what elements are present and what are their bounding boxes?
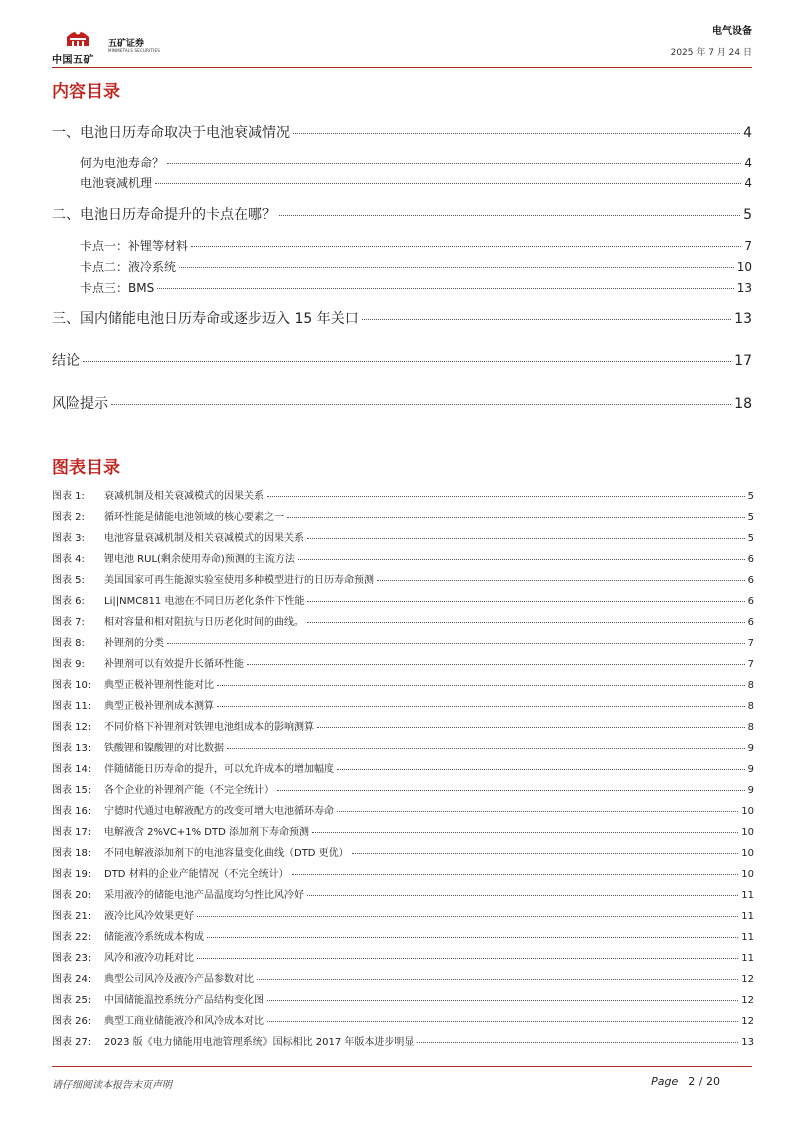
- report-date: 2025 年 7 月 24 日: [670, 48, 752, 58]
- toc-entry-label: 二、电池日历寿命提升的卡点在哪？: [52, 207, 276, 223]
- figure-entry-number: 图表 2:: [52, 512, 85, 523]
- leader-dots: [191, 246, 741, 247]
- figure-entry-page: 5: [747, 512, 754, 523]
- leader-dots: [307, 601, 744, 602]
- figure-entry-page: 6: [747, 554, 754, 565]
- toc-entry-page: 13: [734, 311, 752, 327]
- toc-entry-label: 风险提示: [52, 396, 108, 412]
- leader-dots: [337, 811, 738, 812]
- toc-entry-page: 4: [744, 176, 752, 190]
- figure-entry[interactable]: [52, 613, 754, 628]
- leader-dots: [157, 288, 734, 289]
- toc-entry-page: 4: [744, 156, 752, 170]
- figure-entry[interactable]: [52, 865, 754, 880]
- figure-entry-page: 7: [747, 638, 754, 649]
- figure-entry-page: 8: [747, 680, 754, 691]
- toc-entry-label: 卡点二：液冷系统: [80, 260, 177, 274]
- toc-entry[interactable]: [52, 279, 752, 296]
- leader-dots: [307, 538, 745, 539]
- figure-entry-label: 不同价格下补锂剂对铁锂电池组成本的影响测算: [104, 722, 314, 733]
- figure-entry-number: 图表 3:: [52, 533, 85, 544]
- figure-entry-number: 图表 11:: [52, 701, 92, 712]
- figure-entry[interactable]: [52, 844, 754, 859]
- leader-dots: [337, 769, 745, 770]
- figure-entry-label: 典型公司风冷及液冷产品参数对比: [104, 974, 254, 985]
- leader-dots: [227, 748, 745, 749]
- leader-dots: [267, 496, 745, 497]
- figure-entry-number: 图表 24:: [52, 974, 92, 985]
- figure-entry-number: 图表 9:: [52, 659, 85, 670]
- figure-entry[interactable]: [52, 781, 754, 796]
- figure-entry-number: 图表 5:: [52, 575, 85, 586]
- toc-entry-page: 4: [743, 125, 752, 141]
- figure-entry[interactable]: [52, 655, 754, 670]
- toc-entry[interactable]: [52, 308, 752, 328]
- figure-entry[interactable]: [52, 592, 754, 607]
- leader-dots: [197, 958, 738, 959]
- toc-entry[interactable]: [52, 258, 752, 275]
- figure-entry[interactable]: [52, 991, 754, 1006]
- figure-entry-page: 6: [747, 575, 754, 586]
- footer-disclaimer: 请仔细阅读本报告末页声明: [52, 1080, 172, 1091]
- figure-entry-label: 储能液冷系统成本构成: [104, 932, 204, 943]
- figure-entry-label: 铁酸锂和镍酸锂的对比数据: [104, 743, 224, 754]
- logo-en-text: MINMETALS SECURITIES: [108, 48, 160, 53]
- figure-entry[interactable]: [52, 508, 754, 523]
- figure-entry-page: 10: [741, 869, 754, 880]
- figure-entry-page: 10: [741, 806, 754, 817]
- figure-entry-number: 图表 15:: [52, 785, 92, 796]
- figure-entry[interactable]: [52, 907, 754, 922]
- figure-entry-label: 美国国家可再生能源实验室使用多种模型进行的日历寿命预测: [104, 575, 374, 586]
- figure-entry-number: 图表 22:: [52, 932, 92, 943]
- figure-entry-label: 电解液含 2%VC+1% DTD 添加剂下寿命预测: [104, 827, 309, 838]
- figure-entry-label: 循环性能是储能电池领域的核心要素之一: [104, 512, 284, 523]
- figure-entry[interactable]: [52, 487, 754, 502]
- leader-dots: [362, 319, 731, 320]
- leader-dots: [312, 832, 738, 833]
- figure-entry[interactable]: [52, 760, 754, 775]
- minmetals-logo-icon: [64, 24, 92, 48]
- figure-entry-number: 图表 20:: [52, 890, 92, 901]
- figure-entry-label: 伴随储能日历寿命的提升，可以允许成本的增加幅度: [104, 764, 334, 775]
- figure-entry-label: DTD 材料的企业产能情况（不完全统计）: [104, 869, 289, 880]
- figure-entry-page: 9: [747, 743, 754, 754]
- figure-entry-number: 图表 7:: [52, 617, 85, 628]
- toc-entry-page: 17: [734, 353, 752, 369]
- figure-entry-page: 10: [741, 848, 754, 859]
- figure-entry-label: 典型正极补锂剂性能对比: [104, 680, 214, 691]
- page-header: [52, 20, 752, 70]
- figure-entry-page: 13: [741, 1037, 754, 1048]
- leader-dots: [317, 727, 745, 728]
- figure-entry-label: 电池容量衰减机制及相关衰减模式的因果关系: [104, 533, 304, 544]
- figure-entry[interactable]: [52, 529, 754, 544]
- footer-divider: [52, 1066, 752, 1067]
- figure-entry[interactable]: [52, 949, 754, 964]
- toc-entry-label: 结论: [52, 353, 80, 369]
- logo-name-text: 五矿证券: [108, 39, 145, 49]
- toc-entry-label: 何为电池寿命？: [80, 156, 165, 170]
- leader-dots: [307, 622, 745, 623]
- figure-entry[interactable]: [52, 634, 754, 649]
- figure-entry[interactable]: [52, 739, 754, 754]
- figure-entry-label: 采用液冷的储能电池产品温度均匀性比风冷好: [104, 890, 304, 901]
- figure-entry-page: 7: [747, 659, 754, 670]
- figure-entry-page: 8: [747, 722, 754, 733]
- report-sector: 电气设备: [712, 26, 752, 37]
- leader-dots: [293, 133, 740, 134]
- figure-entry-number: 图表 8:: [52, 638, 85, 649]
- figure-entry-label: Li||NMC811 电池在不同日历老化条件下性能: [104, 596, 305, 607]
- leader-dots: [167, 163, 741, 164]
- toc-entry[interactable]: [52, 237, 752, 254]
- leader-dots: [279, 215, 740, 216]
- leader-dots: [267, 1021, 738, 1022]
- leader-dots: [257, 979, 738, 980]
- leader-dots: [155, 183, 741, 184]
- figure-entry-page: 12: [741, 995, 754, 1006]
- figures-title: 图表目录: [52, 458, 120, 478]
- toc-entry[interactable]: [52, 350, 752, 370]
- figure-entry-label: 典型正极补锂剂成本测算: [104, 701, 214, 712]
- figure-entry-page: 8: [747, 701, 754, 712]
- leader-dots: [111, 404, 731, 405]
- figure-entry-page: 12: [741, 1016, 754, 1027]
- figure-entry-label: 中国储能温控系统分产品结构变化图: [104, 995, 264, 1006]
- figure-entry-page: 9: [747, 785, 754, 796]
- toc-entry-label: 卡点三：BMS: [80, 281, 155, 295]
- figure-entry[interactable]: [52, 718, 754, 733]
- toc-title: 内容目录: [52, 82, 120, 102]
- figure-entry-page: 10: [741, 827, 754, 838]
- figure-entry-label: 补锂剂的分类: [104, 638, 164, 649]
- company-logo: [52, 24, 162, 64]
- figure-entry-label: 液冷比风冷效果更好: [104, 911, 194, 922]
- figure-entry[interactable]: [52, 928, 754, 943]
- figure-entry-page: 11: [741, 932, 754, 943]
- leader-dots: [217, 706, 745, 707]
- figure-entry[interactable]: [52, 1012, 754, 1027]
- leader-dots: [287, 517, 745, 518]
- toc-entry-label: 三、国内储能电池日历寿命或逐步迈入 15 年关口: [52, 311, 359, 327]
- figure-entry-number: 图表 1:: [52, 491, 85, 502]
- figure-entry-number: 图表 6:: [52, 596, 85, 607]
- figure-entry-number: 图表 13:: [52, 743, 92, 754]
- header-divider: [52, 67, 752, 68]
- figure-entry-label: 各个企业的补锂剂产能（不完全统计）: [104, 785, 274, 796]
- figure-entry[interactable]: [52, 1033, 754, 1048]
- page-indicator: [651, 1075, 720, 1088]
- toc-entry[interactable]: [52, 154, 752, 171]
- figure-entry-page: 11: [741, 911, 754, 922]
- leader-dots: [267, 1000, 738, 1001]
- figure-entry-number: 图表 12:: [52, 722, 92, 733]
- leader-dots: [247, 664, 745, 665]
- figure-entry[interactable]: [52, 886, 754, 901]
- toc-entry-label: 一、电池日历寿命取决于电池衰减情况: [52, 125, 290, 141]
- leader-dots: [167, 643, 745, 644]
- toc-entry[interactable]: [52, 204, 752, 224]
- leader-dots: [417, 1042, 738, 1043]
- leader-dots: [83, 361, 731, 362]
- figure-entry-page: 6: [747, 617, 754, 628]
- figure-entry-page: 5: [747, 491, 754, 502]
- figure-entry[interactable]: [52, 970, 754, 985]
- toc-entry-page: 18: [734, 396, 752, 412]
- figure-entry-label: 典型工商业储能液冷和风冷成本对比: [104, 1016, 264, 1027]
- figure-entry-number: 图表 26:: [52, 1016, 92, 1027]
- leader-dots: [377, 580, 745, 581]
- toc-entry-label: 电池衰减机理: [80, 176, 153, 190]
- figure-entry[interactable]: [52, 550, 754, 565]
- figure-entry-page: 9: [747, 764, 754, 775]
- figure-entry-label: 锂电池 RUL(剩余使用寿命)预测的主流方法: [104, 554, 295, 565]
- figure-entry[interactable]: [52, 571, 754, 586]
- figure-entry-label: 不同电解液添加剂下的电池容量变化曲线（DTD 更优）: [104, 848, 349, 859]
- page-number: 2 / 20: [688, 1075, 720, 1088]
- leader-dots: [207, 937, 738, 938]
- figure-entry-page: 12: [741, 974, 754, 985]
- leader-dots: [179, 267, 734, 268]
- page-word: Page: [651, 1075, 679, 1088]
- toc-entry-page: 5: [743, 207, 752, 223]
- leader-dots: [298, 559, 745, 560]
- figure-entry-page: 11: [741, 953, 754, 964]
- leader-dots: [292, 874, 739, 875]
- figure-entry-number: 图表 19:: [52, 869, 92, 880]
- figure-entry-number: 图表 21:: [52, 911, 92, 922]
- leader-dots: [217, 685, 745, 686]
- figure-entry-number: 图表 16:: [52, 806, 92, 817]
- figure-entry-number: 图表 4:: [52, 554, 85, 565]
- toc-entry[interactable]: [52, 393, 752, 413]
- figure-entry-page: 6: [747, 596, 754, 607]
- leader-dots: [197, 916, 738, 917]
- toc-entry-page: 10: [736, 260, 752, 274]
- toc-entry[interactable]: [52, 174, 752, 191]
- figure-entry-label: 风冷和液冷功耗对比: [104, 953, 194, 964]
- figure-entry[interactable]: [52, 823, 754, 838]
- figure-entry-number: 图表 27:: [52, 1037, 92, 1048]
- figure-entry[interactable]: [52, 697, 754, 712]
- figure-entry-label: 衰减机制及相关衰减模式的因果关系: [104, 491, 264, 502]
- toc-entry[interactable]: [52, 122, 752, 142]
- figure-entry-label: 2023 版《电力储能用电池管理系统》国标相比 2017 年版本进步明显: [104, 1037, 415, 1048]
- leader-dots: [277, 790, 745, 791]
- leader-dots: [352, 853, 739, 854]
- toc-entry-label: 卡点一：补锂等材料: [80, 239, 189, 253]
- figure-entry-label: 宁德时代通过电解液配方的改变可增大电池循环寿命: [104, 806, 334, 817]
- figure-entry[interactable]: [52, 676, 754, 691]
- figure-entry-label: 补锂剂可以有效提升长循环性能: [104, 659, 244, 670]
- figure-entry-page: 11: [741, 890, 754, 901]
- figure-entry-number: 图表 18:: [52, 848, 92, 859]
- leader-dots: [307, 895, 738, 896]
- figure-entry-label: 相对容量和相对阻抗与日历老化时间的曲线。: [104, 617, 304, 628]
- figure-entry[interactable]: [52, 802, 754, 817]
- toc-entry-page: 13: [736, 281, 752, 295]
- figure-entry-number: 图表 17:: [52, 827, 92, 838]
- toc-entry-page: 7: [744, 239, 752, 253]
- logo-cn-text: 中国五矿: [52, 55, 94, 66]
- figure-entry-number: 图表 14:: [52, 764, 92, 775]
- figure-entry-number: 图表 25:: [52, 995, 92, 1006]
- figure-entry-number: 图表 23:: [52, 953, 92, 964]
- figure-entry-number: 图表 10:: [52, 680, 92, 691]
- figure-entry-page: 5: [747, 533, 754, 544]
